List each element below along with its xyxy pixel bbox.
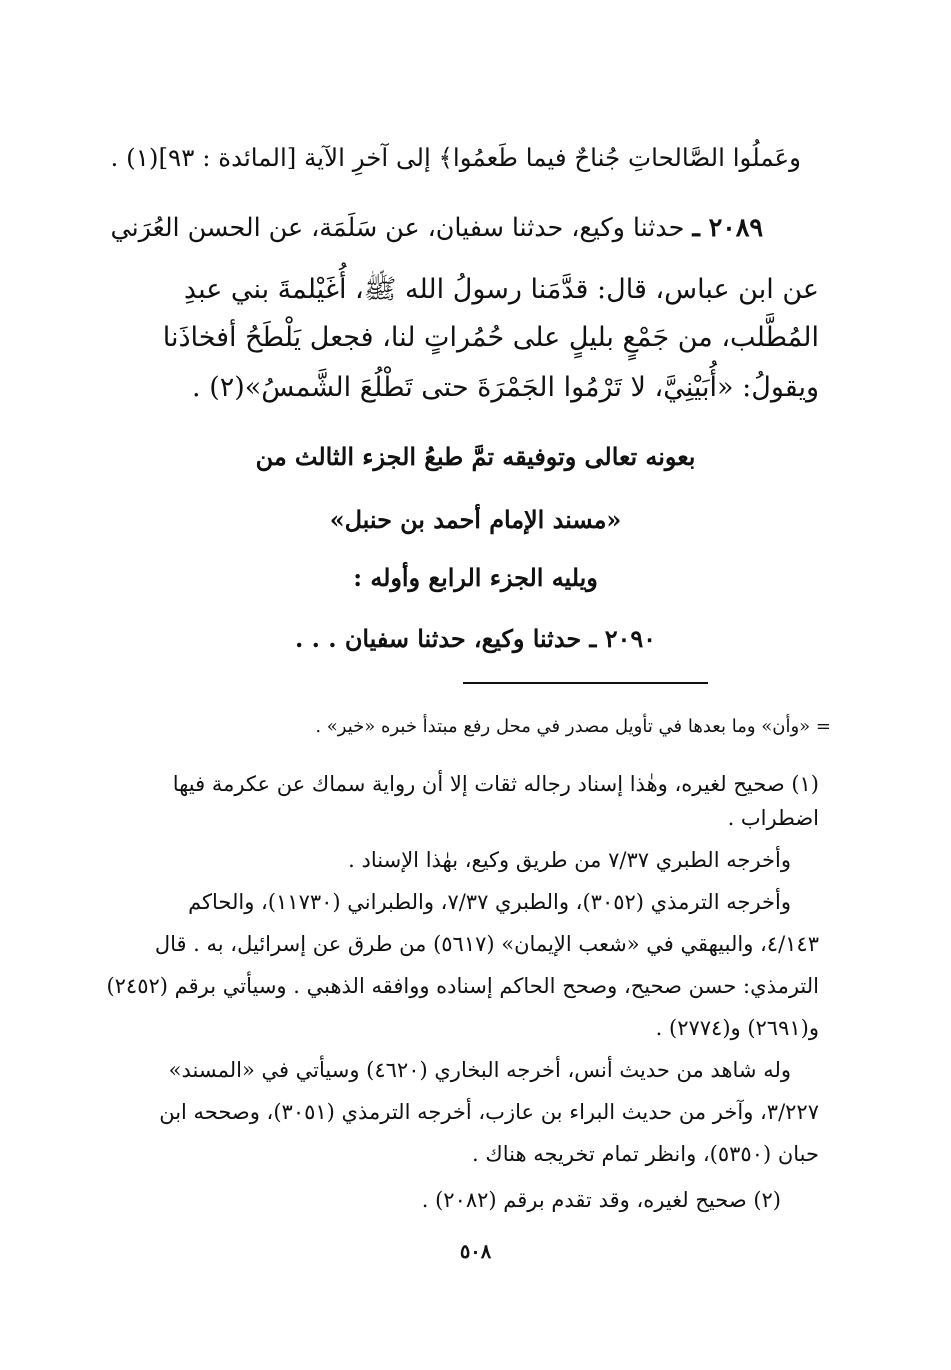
hadith-text-line-1: عن ابن عباس، قال: قدَّمَنا رسولُ الله ﷺ، أُغَيْلمةَ بني عبدِ: [183, 274, 819, 305]
footnote-separator: [463, 682, 708, 684]
hadith-chain: حدثنا وكيع، حدثنا سفيان، عن سَلَمَة، عن الحسن العُرَني: [110, 212, 685, 242]
colophon-line-1: بعونه تعالى وتوفيقه تمَّ طبعُ الجزء الثالث من: [255, 443, 696, 471]
footnote-1-line-2: اضطراب .: [727, 806, 819, 830]
footnote-continuation: = «وأن» وما بعدها في تأويل مصدر في محل رفع مبتدأ خبره «خير» .: [315, 716, 831, 737]
footnote-1-line-7: و(٢٦٩١) و(٢٧٧٤) .: [655, 1016, 819, 1040]
colophon-line-3: ويليه الجزء الرابع وأوله :: [353, 564, 598, 592]
footnote-1-line-5: ٤/١٤٣، والبيهقي في «شعب الإيمان» (٥٦١٧) من طرق عن إسرائيل، به . قال: [154, 932, 819, 956]
footnote-1-line-6: الترمذي: حسن صحيح، وصحح الحاكم إسناده ووافقه الذهبي . وسيأتي برقم (٢٤٥٢): [106, 974, 819, 998]
hadith-2089-line: [110, 212, 763, 242]
footnote-1-line-1: (١) صحيح لغيره، وهٰذا إسناد رجاله ثقات إلا أن رواية سماك عن عكرمة فيها: [172, 772, 819, 796]
footnote-1-line-9: ٣/٢٢٧، وآخر من حديث البراء بن عازب، أخرجه الترمذي (٣٠٥١)، وصححه ابن: [159, 1100, 819, 1124]
colophon-title: «مسند الإمام أحمد بن حنبل»: [329, 506, 622, 534]
footnote-1-line-10: حبان (٥٣٥٠)، وانظر تمام تخريجه هناك .: [472, 1142, 819, 1166]
footnote-1-line-4: وأخرجه الترمذي (٣٠٥٢)، والطبري ٧/٣٧، والطبراني (١١٧٣٠)، والحاكم: [188, 890, 791, 914]
colophon-next-hadith: ٢٠٩٠ ـ حدثنا وكيع، حدثنا سفيان . . .: [295, 625, 656, 653]
footnote-1-line-8: وله شاهد من حديث أنس، أخرجه البخاري (٤٦٢٠) وسيأتي في «المسند»: [168, 1058, 791, 1082]
page-number: ٥٠٨: [459, 1240, 492, 1263]
hadith-text-line-3: ويقولُ: «أُبَيْنِيَّ، لا تَرْمُوا الجَمْرَةَ حتى تَطْلُعَ الشَّمسُ»(٢) .: [192, 372, 819, 403]
footnote-2: (٢) صحيح لغيره، وقد تقدم برقم (٢٠٨٢) .: [421, 1188, 781, 1212]
hadith-text-line-2: المُطَّلب، من جَمْعٍ بليلٍ على حُمُراتٍ لنا، فجعل يَلْطَحُ أفخاذَنا: [162, 322, 819, 353]
hadith-number: ٢٠٨٩ ـ: [692, 212, 763, 242]
footnote-1-line-3: وأخرجه الطبري ٧/٣٧ من طريق وكيع، بهٰذا الإسناد .: [348, 848, 791, 872]
verse-line: وعَملُوا الصَّالحاتِ جُناحٌ فيما طَعمُوا﴾ إلى آخرِ الآية [المائدة : ٩٣](١) .: [110, 143, 801, 172]
